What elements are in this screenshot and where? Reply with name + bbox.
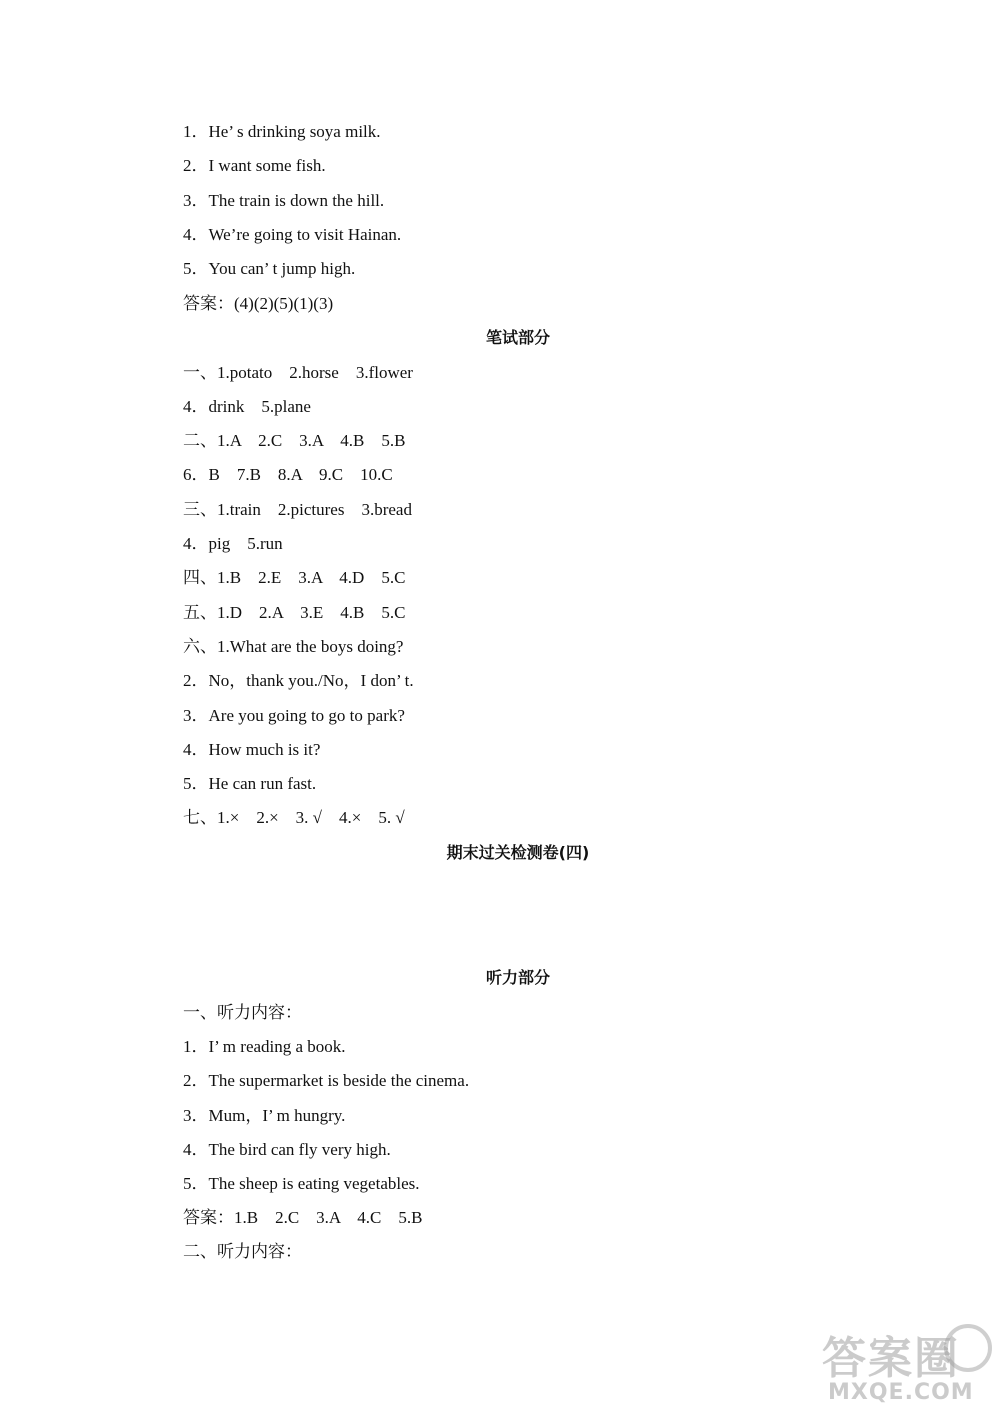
listening-item-2: 2．I want some fish. (183, 156, 326, 175)
listening-item-1: 1．He’ s drinking soya milk. (183, 122, 381, 141)
watermark-main-text: 答案圈 (822, 1333, 960, 1384)
section-heading-written: 笔试部分 (485, 328, 550, 347)
answer-line: 四、1.B 2.E 3.A 4.D 5.C (183, 568, 406, 587)
listening-content-label: 二、听力内容： (183, 1242, 302, 1261)
answer-line: 3．Are you going to go to park? (183, 706, 405, 725)
answer-line: 6．B 7.B 8.A 9.C 10.C (183, 465, 393, 484)
listening-item-3: 3．Mum，I’ m hungry. (183, 1106, 346, 1125)
listening-content-label: 一、听力内容： (183, 1003, 302, 1022)
answer-line: 4．drink 5.plane (183, 397, 311, 416)
answer-line: 答案：(4)(2)(5)(1)(3) (183, 294, 334, 313)
answer-line: 二、1.A 2.C 3.A 4.B 5.B (183, 431, 406, 450)
listening-item-1: 1．I’ m reading a book. (183, 1037, 346, 1056)
answer-line: 三、1.train 2.pictures 3.bread (183, 500, 412, 519)
answer-line: 2．No，thank you./No，I don’ t. (183, 671, 414, 690)
listening-item-3: 3．The train is down the hill. (183, 191, 385, 210)
answer-line: 七、1.× 2.× 3. √ 4.× 5. √ (183, 808, 405, 827)
listening-item-5: 5．You can’ t jump high. (183, 259, 356, 278)
watermark-sub-text: MXQE.COM (828, 1380, 974, 1405)
section-heading-listening: 听力部分 (485, 968, 550, 987)
listening-item-2: 2．The supermarket is beside the cinema. (183, 1071, 470, 1090)
listening-item-5: 5．The sheep is eating vegetables. (183, 1174, 420, 1193)
answer-line: 五、1.D 2.A 3.E 4.B 5.C (183, 603, 406, 622)
answer-line: 答案：1.B 2.C 3.A 4.C 5.B (183, 1208, 423, 1227)
watermark-logo (818, 1318, 994, 1408)
answer-line: 六、1.What are the boys doing? (183, 637, 404, 656)
listening-item-4: 4．We’re going to visit Hainan. (183, 225, 402, 244)
answer-line: 4．How much is it? (183, 740, 321, 759)
answer-line: 4．pig 5.run (183, 534, 283, 553)
answer-line: 5．He can run fast. (183, 774, 317, 793)
listening-item-4: 4．The bird can fly very high. (183, 1140, 391, 1159)
answer-line: 一、1.potato 2.horse 3.flower (183, 363, 413, 382)
exam-title: 期末过关检测卷(四) (446, 843, 590, 862)
